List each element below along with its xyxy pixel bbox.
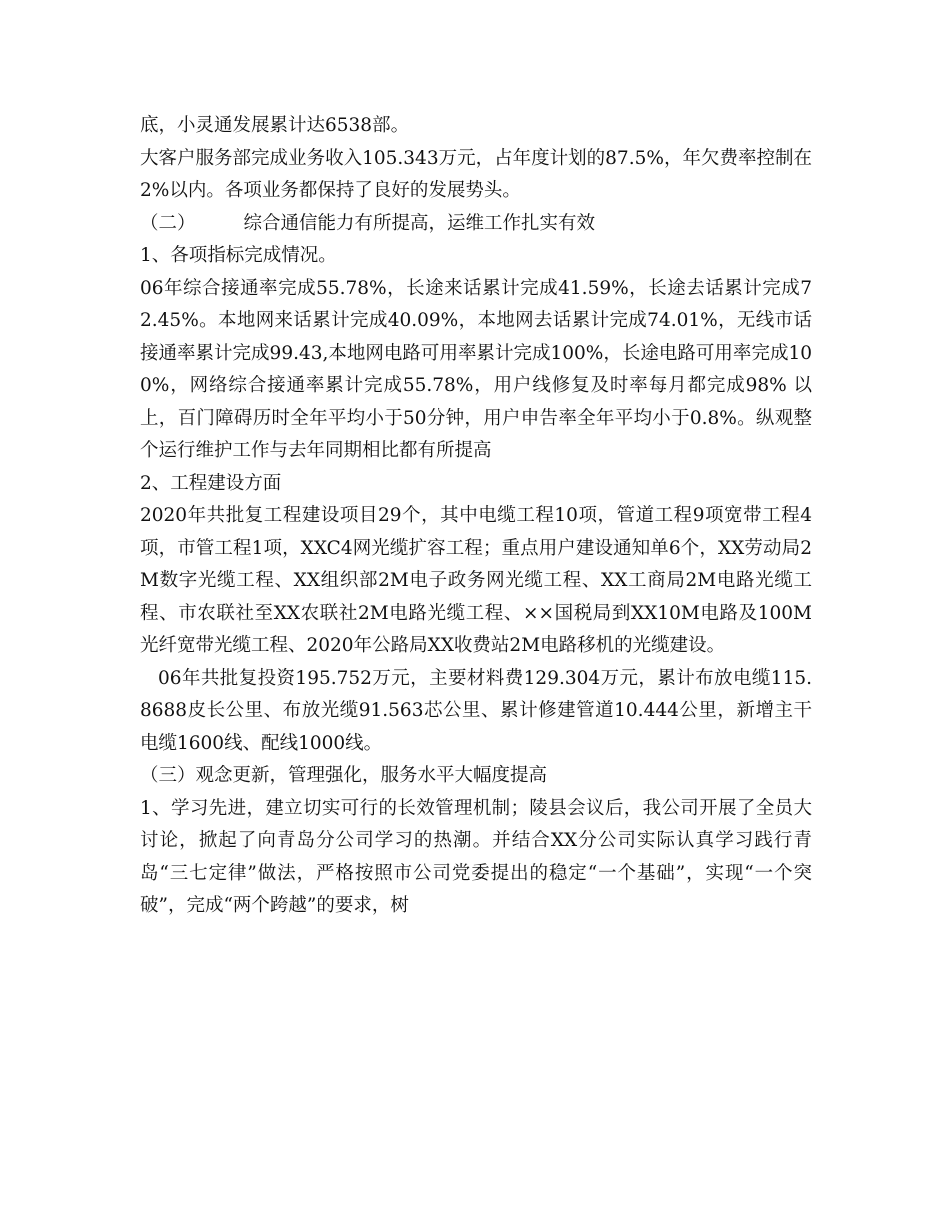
document-body	[140, 110, 812, 923]
subheading-construction: 2、工程建设方面	[140, 472, 282, 494]
section-heading-two-number: （二）	[140, 212, 196, 234]
paragraph-investment: 06年共批复投资195.752万元，主要材料费129.304万元，累计布放电缆115.8688皮长公里、布放光缆91.563芯公里、累计修建管道10.444公里，新增主干电缆1600线、配线1000线。	[140, 667, 812, 754]
subheading-indicators: 1、各项指标完成情况。	[140, 245, 337, 266]
paragraph-construction-projects: 2020年共批复工程建设项目29个，其中电缆工程10项，管道工程9项宽带工程4项，市管工程1项，XXC4网光缆扩容工程；重点用户建设通知单6个，XX劳动局2M数字光缆工程、XX组织部2M电子政务网光缆工程、XX工商局2M电路光缆工程、市农联社至XX农联社2M电路光缆工程、××国税局到XX10M电路及100M光纤宽带光缆工程、2020年公路局XX收费站2M电路移机的光缆建设。	[140, 505, 812, 656]
paragraph-key-account-revenue: 大客户服务部完成业务收入105.343万元，占年度计划的87.5%，年欠费率控制在2%以内。各项业务都保持了良好的发展势头。	[140, 147, 812, 201]
paragraph-subscriber-total: 底，小灵通发展累计达6538部。	[140, 115, 410, 136]
section-heading-two	[140, 208, 812, 241]
paragraph-indicators: 06年综合接通率完成55.78%，长途来话累计完成41.59%，长途去话累计完成72.45%。本地网来话累计完成40.09%，本地网去话累计完成74.01%，无线市话接通率累计完成99.43,本地网电路可用率累计完成100%，长途电路可用率完成100%，网络综合接通率累计完成55.78%，用户线修复及时率每月都完成98% 以上，百门障碍历时全年平均小于50分钟，用户申告率全年平均小于0.8%。纵观整个运行维护工作与去年同期相比都有所提高	[140, 277, 812, 461]
section-heading-two-title: 综合通信能力有所提高，运维工作扎实有效	[243, 212, 596, 234]
paragraph-management-mechanism: 1、学习先进，建立切实可行的长效管理机制；陵县会议后，我公司开展了全员大讨论，掀起了向青岛分公司学习的热潮。并结合XX分公司实际认真学习践行青岛“三七定律”做法，严格按照市公司党委提出的稳定“一个基础”，实现“一个突破”，完成“两个跨越”的要求，树	[140, 797, 812, 916]
section-heading-three: （三）观念更新，管理强化，服务水平大幅度提高	[140, 765, 548, 786]
